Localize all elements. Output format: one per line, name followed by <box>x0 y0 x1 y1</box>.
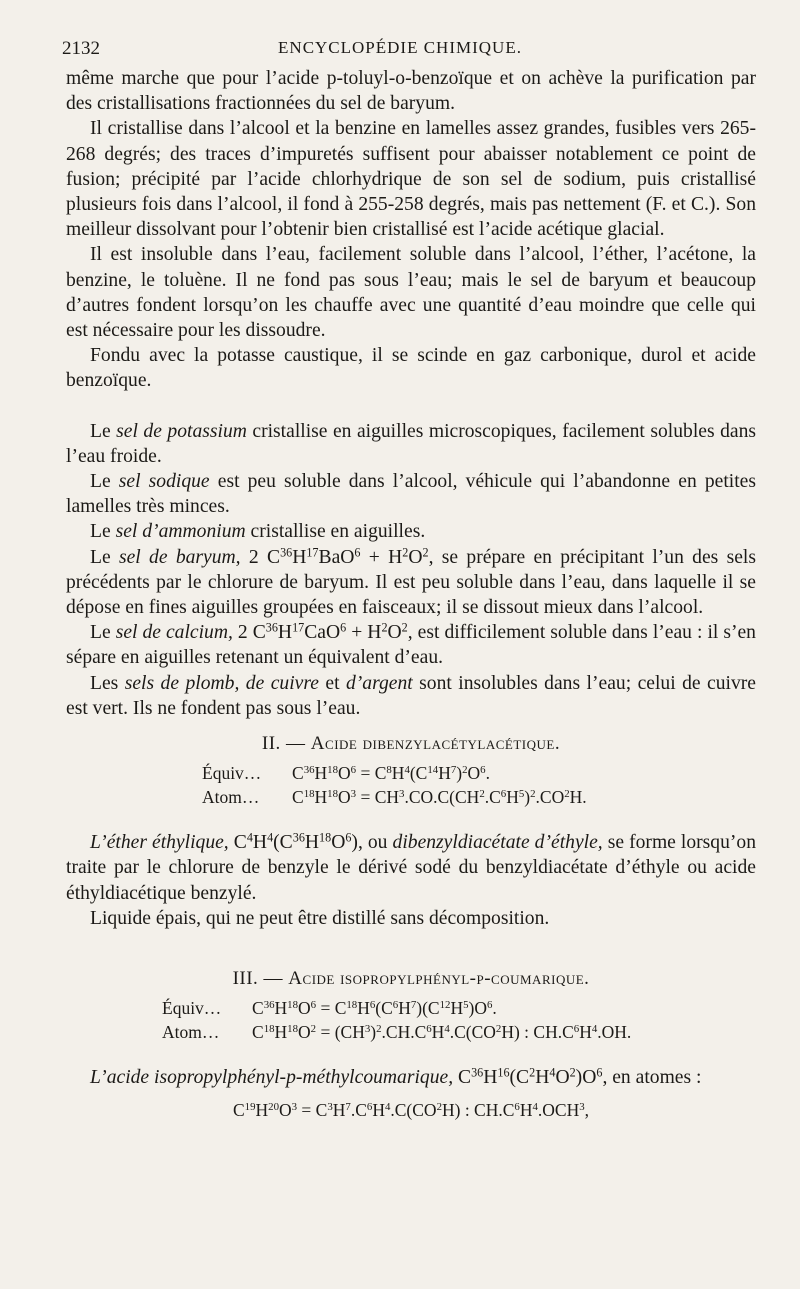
salt-others: Les sels de plomb, de cuivre et d’argent sont insolubles dans l’eau; celui de cuivre est vert. Ils ne fondent pas sous l’eau. <box>66 672 756 719</box>
salt-ammonium: Le sel d’ammonium cristallise en aiguilles. <box>90 521 426 543</box>
salt-calcium: Le sel de calcium, 2 $C^{36}H^{17}CaO^6 + H^2O^2$, est difficilement soluble dans l’eau : il s’en sépare en aiguilles retenant un équivalent d’eau. <box>66 620 756 669</box>
paragraph: Il cristallise dans l’alcool et la benzine en lamelles assez grandes, fusibles vers 265-268 degrés; des traces d’impuretés suffisent pour abaisser notablement ce point de fusion; précipité par l’acide chlorhydrique de son sel de sodium, puis cristallisé plusieurs fois dans l’alcool, il fond à 255-258 degrés, mais pas nettement (F. et C.). Son meilleur dissolvant pour l’obtenir bien cristallisé est l’acide acétique glacial. <box>66 118 756 241</box>
formula-equiv: Équiv… $C^{36}H^{18}O^6 = C^8H^4(C^{14}H^7)^2O^6$. <box>202 763 490 784</box>
body-text <box>66 66 756 1121</box>
salt-potassium: Le sel de potassium cristallise en aiguilles microscopiques, facilement solubles dans l’eau froide. <box>66 420 756 467</box>
salt-sodique: Le sel sodique est peu soluble dans l’alcool, véhicule qui l’abandonne en petites lamelles très minces. <box>66 471 756 518</box>
spacer <box>66 394 756 419</box>
formula-block <box>66 762 756 808</box>
formula-atom: Atom… $C^{18}H^{18}O^3 = CH^3.CO.C(CH^2.C^6H^5)^2.CO^2H$. <box>202 787 587 808</box>
formula-equiv: Équiv… $C^{36}H^{18}O^6 = C^{18}H^6(C^6H^7)(C^{12}H^5)O^6$. <box>162 998 497 1019</box>
paragraph: Fondu avec la potasse caustique, il se scinde en gaz carbonique, durol et acide benzoïque. <box>66 345 756 392</box>
page-header <box>62 38 738 60</box>
spacer <box>66 808 756 830</box>
paragraph: même marche que pour l’acide p-toluyl-o-benzoïque et on achève la purification par des cristallisations fractionnées du sel de baryum. <box>66 68 756 115</box>
salt-baryum: Le sel de baryum, 2 $C^{36}H^{17}BaO^6 + H^2O^2$, se prépare en précipitant l’un des sels précédents par le chlorure de baryum. Il est peu soluble dans l’eau, dans laquelle il se dépose en fines aiguilles groupées en faisceaux; il se dissout mieux dans l’alcool. <box>66 544 756 619</box>
paragraph: Il est insoluble dans l’eau, facilement soluble dans l’alcool, l’éther, l’acétone, la benzine, le toluène. Il ne fond pas sous l’eau; mais le sel de baryum et beaucoup d’autres fondent lorsqu’on les chauffe avec une quantité d’eau moindre que celle qui est nécessaire pour les dissoudre. <box>66 244 756 342</box>
formula-atom: Atom… $C^{18}H^{18}O^2 = (CH^3)^2.CH.C^6H^4.C(CO^2H)$ : $CH.C^6H^4.OH$. <box>162 1022 632 1043</box>
paragraph: Liquide épais, qui ne peut être distillé sans décomposition. <box>90 907 550 929</box>
section-title: III. — Acide isopropylphényl-p-coumarique. <box>232 968 590 990</box>
running-title: ENCYCLOPÉDIE CHIMIQUE. <box>278 38 522 57</box>
spacer <box>66 1043 756 1065</box>
ether-paragraph: L’éther éthylique, $C^4H^4(C^{36}H^{18}O^6)$, ou dibenzyldiacétate d’éthyle, se forme lorsqu’on traite par le chlorure de benzyle le dérivé sodé du benzyldiacétate d’éthyle ou acide éthyldiacétique benzylé. <box>66 830 757 904</box>
spacer <box>66 931 756 956</box>
final-formula: $C^{19}H^{20}O^3 = C^3H^7.C^6H^4.C(CO^2H)$ : $CH.C^6H^4.OCH^3$, <box>232 1099 590 1120</box>
formula-block <box>66 997 756 1043</box>
section-title: II. — Acide dibenzylacétylacétique. <box>261 733 561 755</box>
final-paragraph: L’acide isopropylphényl-p-méthylcoumarique, $C^{36}H^{16}(C^2H^4O^2)O^6$, en atomes : <box>90 1065 702 1089</box>
page-number: 2132 <box>62 38 100 59</box>
